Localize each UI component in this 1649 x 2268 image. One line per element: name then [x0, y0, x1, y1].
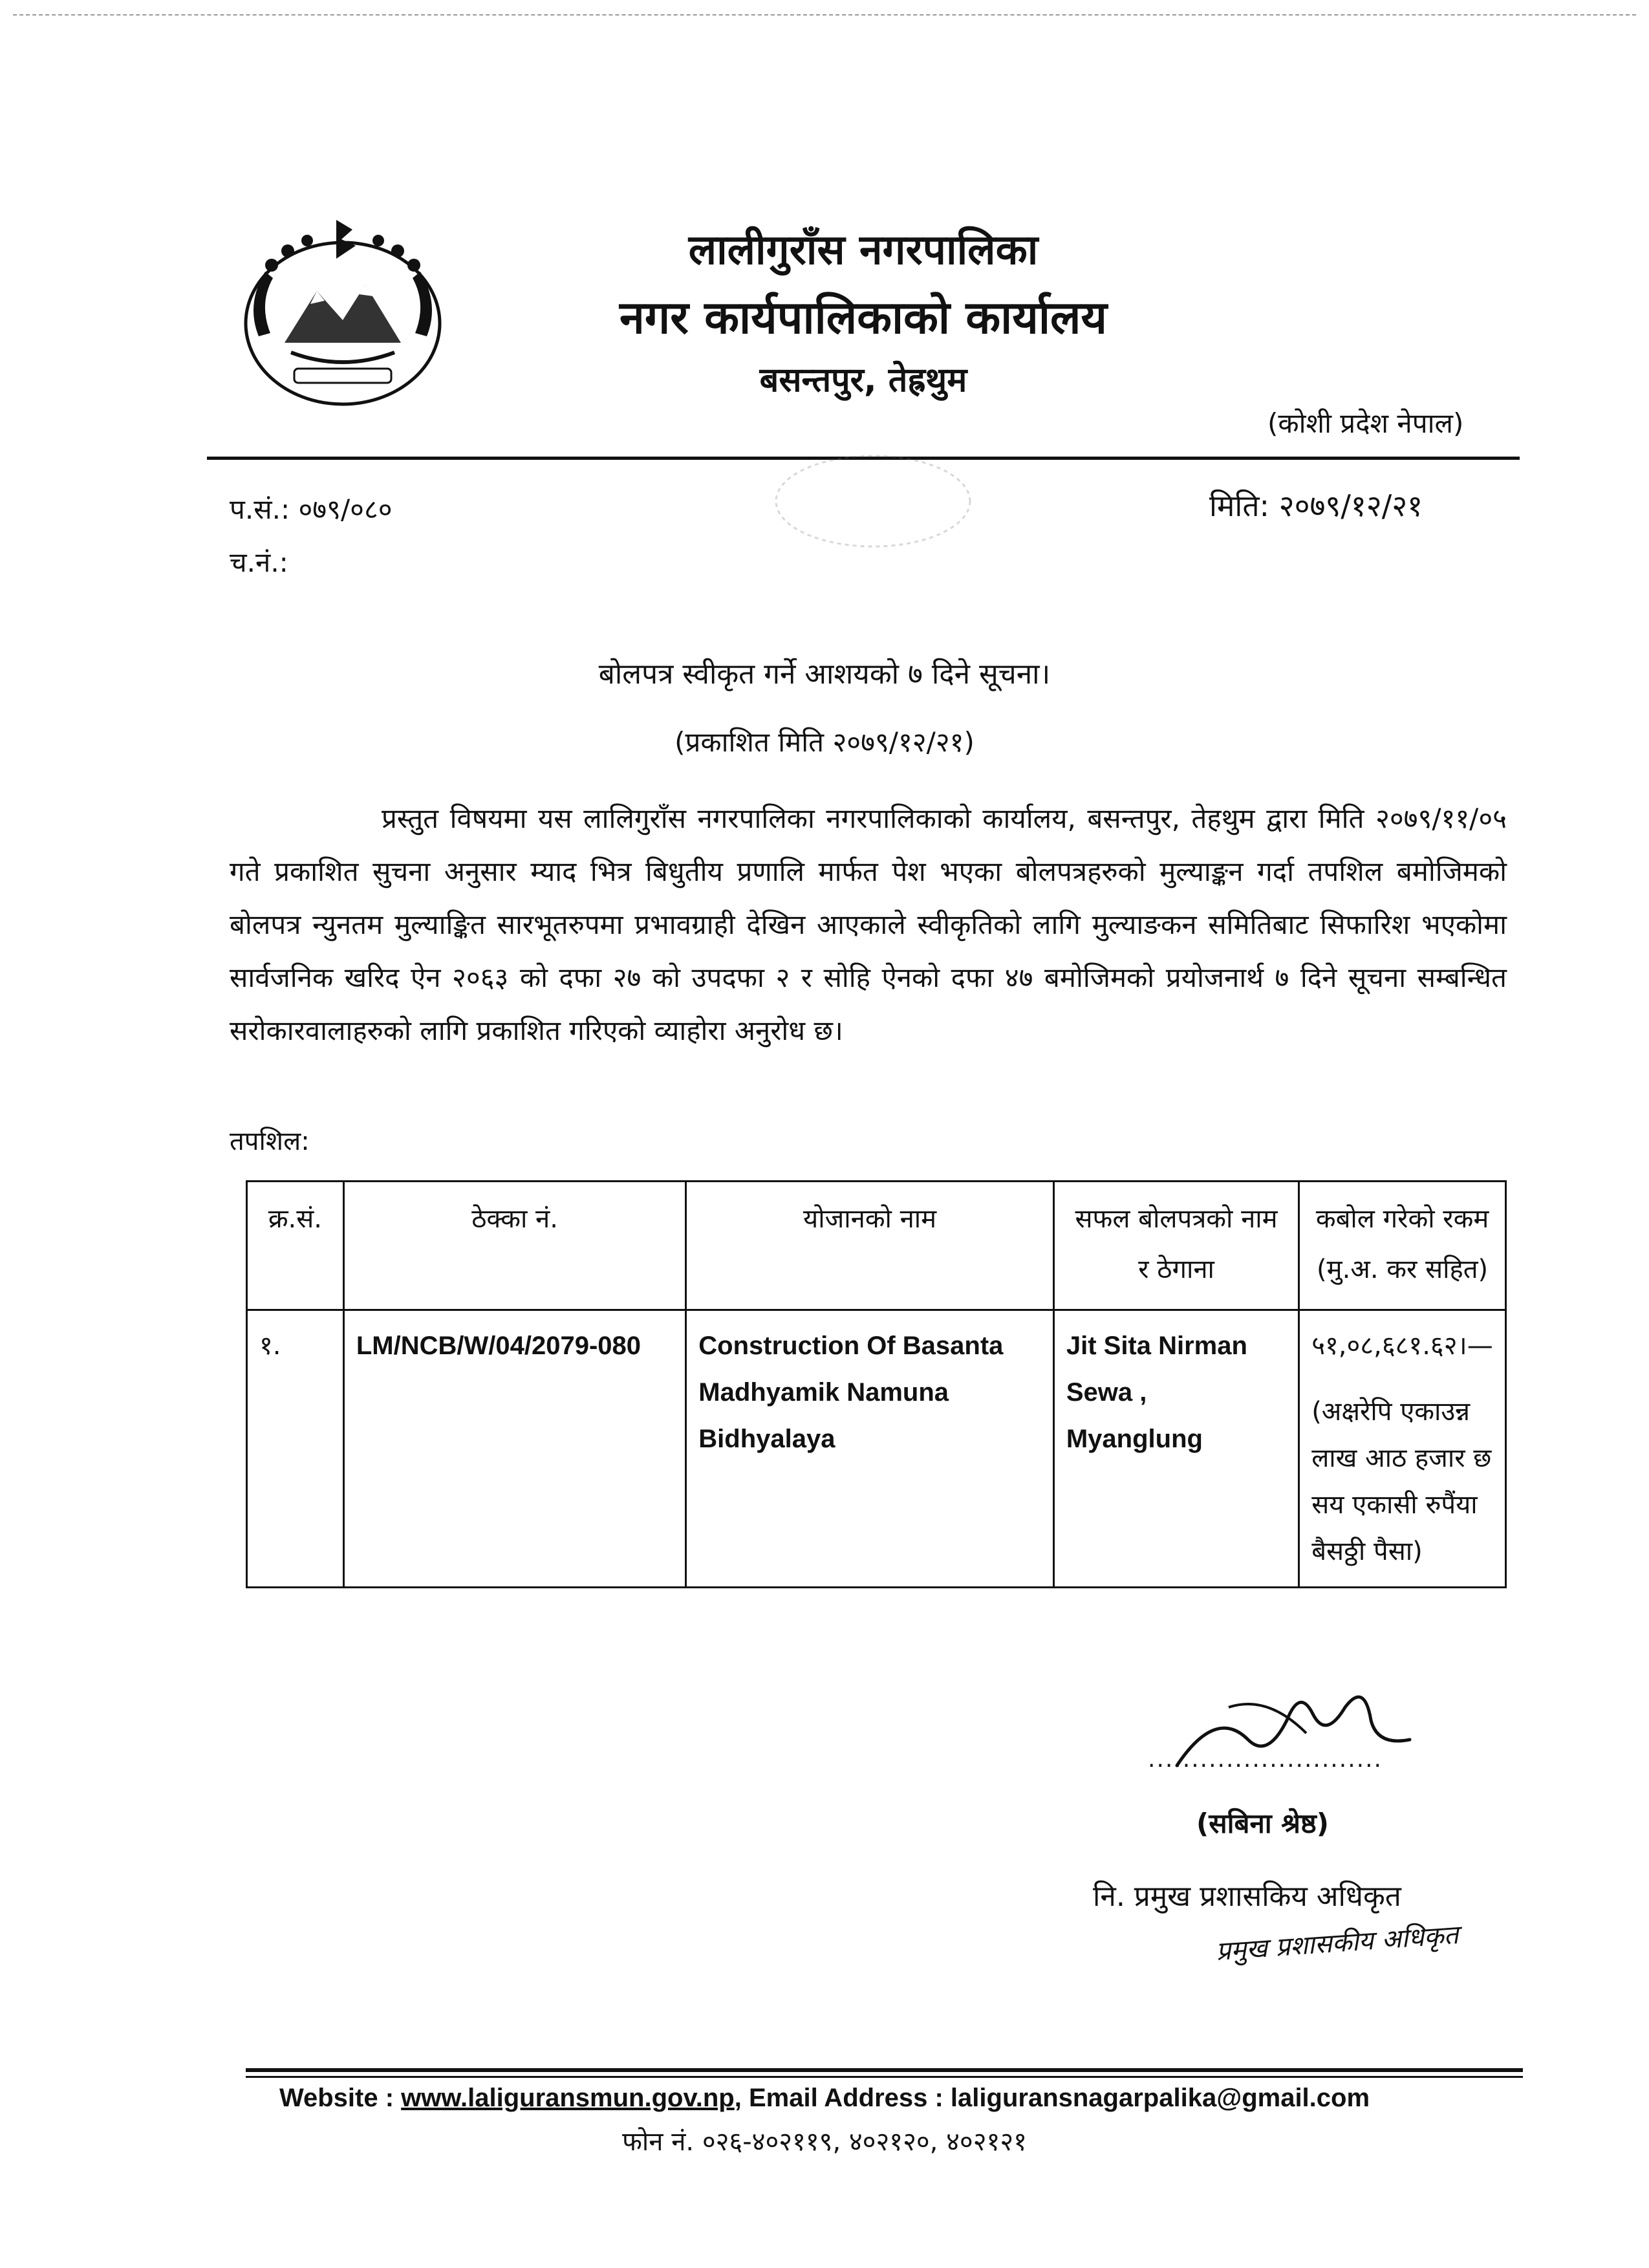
signer-title: नि. प्रमुख प्रशासकिय अधिकृत — [1093, 1880, 1401, 1913]
footer-divider-thick — [246, 2068, 1523, 2072]
header-sn: क्र.सं. — [247, 1182, 344, 1310]
cell-contract-no: LM/NCB/W/04/2079-080 — [343, 1310, 685, 1588]
details-label: तपशिल: — [230, 1127, 310, 1156]
email-address[interactable]: laliguransnagarpalika@gmail.com — [950, 2084, 1370, 2112]
amount-figure: ५१,०८,६८१.६२।— — [1311, 1331, 1493, 1361]
email-label: , Email Address : — [734, 2084, 951, 2112]
cell-sn: १. — [247, 1310, 344, 1588]
footer-divider-thin — [246, 2076, 1523, 2078]
contract-table — [246, 1180, 1507, 1588]
footer-contact — [0, 2084, 1649, 2113]
letter-date: मिति: २०७९/१२/२१ — [1209, 488, 1423, 523]
footer-phone: फोन नं. ०२६-४०२११९, ४०२१२०, ४०२१२१ — [622, 2127, 1027, 2157]
office-subtitle: नगर कार्यपालिकाको कार्यालय — [619, 291, 1108, 344]
province-label: (कोशी प्रदेश नेपाल) — [1267, 407, 1464, 439]
header-bidder: सफल बोलपत्रको नाम र ठेगाना — [1053, 1182, 1299, 1310]
cell-bidder: Jit Sita Nirman Sewa , Myanglung — [1053, 1310, 1299, 1588]
faint-stamp-icon — [763, 446, 983, 556]
office-name: लालीगुराँस नगरपालिका — [688, 226, 1039, 274]
cell-project: Construction Of Basanta Madhyamik Namuna Bidhyalaya — [686, 1310, 1054, 1588]
dispatch-number: च.नं.: — [230, 546, 288, 578]
header-contract-no: ठेक्का नं. — [343, 1182, 685, 1310]
amount-in-words: (अक्षरेपि एकाउन्न लाख आठ हजार छ सय एकासी रुपैंया बैसठ्ठी पैसा) — [1311, 1397, 1492, 1566]
header-project: योजानको नाम — [686, 1182, 1054, 1310]
scan-edge-line — [13, 14, 1636, 16]
published-date: (प्रकाशित मिति २०७९/१२/२१) — [674, 726, 975, 758]
cell-amount — [1299, 1310, 1506, 1588]
reference-number: प.सं.: ०७९/०८० — [230, 493, 393, 525]
notice-body: प्रस्तुत विषयमा यस लालिगुराँस नगरपालिका नगरपालिकाको कार्यालय, बसन्तपुर, तेहथुम द्वारा मिति २०७९/११/०५ गते प्रकाशित सुचना अनुसार म्याद भित्र बिधुतीय प्रणालि मार्फत पेश भएका बोलपत्रहरुको मुल्याङ्कन गर्दा तपशिल बमोजिमको बोलपत्र न्युनतम मुल्याङ्कित सारभूतरुपमा प्रभावग्राही देखिन आएकाले स्वीकृतिको लागि मुल्याङकन समितिबाट सिफारिश भएकोमा सार्वजनिक खरिद ऐन २०६३ को दफा २७ को उपदफा २ र सोहि ऐनको दफा ४७ बमोजिमको प्रयोजनार्थ ७ दिने सूचना सम्बन्धित सरोकारवालाहरुको लागि प्रकाशित गरिएको व्याहोरा अनुरोध छ। — [230, 803, 1507, 1046]
notice-title: बोलपत्र स्वीकृत गर्ने आशयको ७ दिने सूचना। — [598, 658, 1051, 691]
header-amount: कबोल गरेको रकम (मु.अ. कर सहित) — [1299, 1182, 1506, 1310]
signature-line: ........................... — [1148, 1746, 1383, 1773]
signer-name: (सबिना श्रेष्ठ) — [1196, 1808, 1329, 1839]
website-link[interactable]: www.laliguransmun.gov.np — [401, 2084, 735, 2112]
table-row — [247, 1310, 1506, 1588]
table-header-row — [247, 1182, 1506, 1310]
designation-stamp: प्रमुख प्रशासकीय अधिकृत — [1215, 1919, 1460, 1967]
office-address: बसन्तपुर, तेह्रथुम — [759, 361, 967, 400]
website-label: Website : — [279, 2084, 402, 2112]
